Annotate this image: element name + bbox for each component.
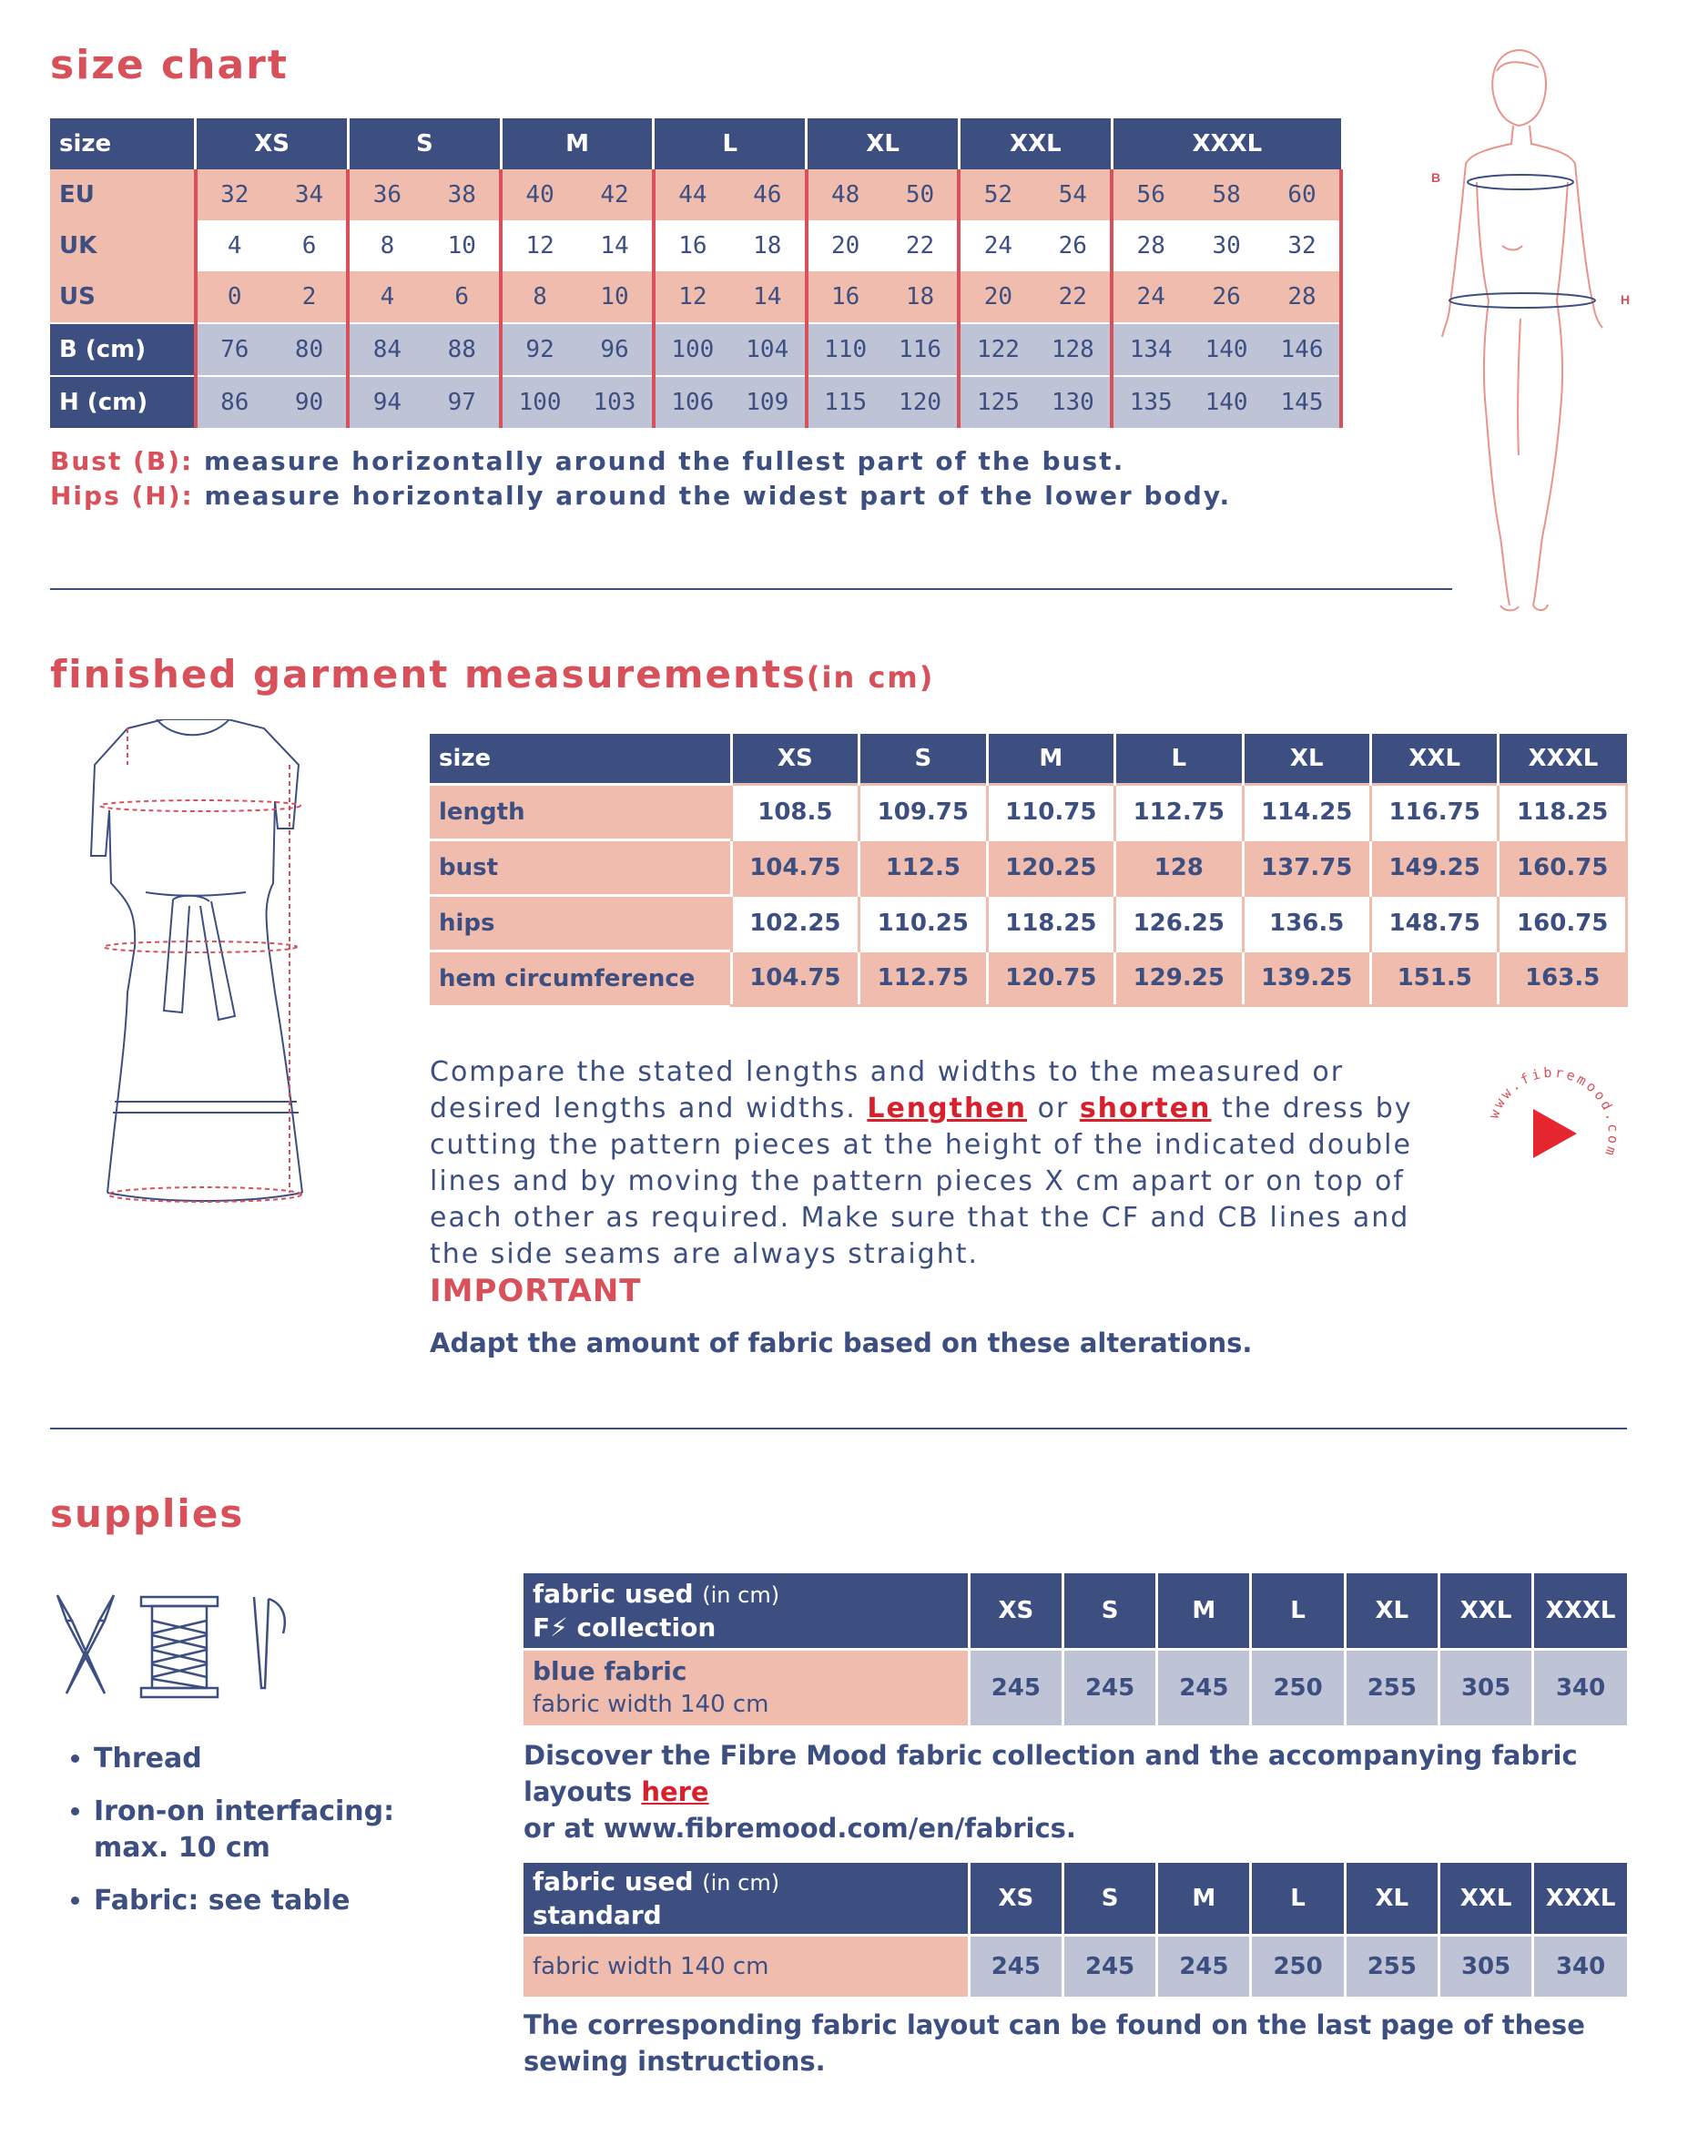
fabric2-value: 245 (969, 1936, 1062, 1998)
size-header: XS (969, 1573, 1062, 1650)
size-chart-table (50, 118, 1343, 428)
garment-title-unit: (in cm) (806, 660, 935, 695)
size-header: XL (1345, 1863, 1439, 1936)
garment-value: 110.25 (859, 896, 987, 951)
fabric-table-collection (524, 1573, 1627, 1725)
garment-value: 120.75 (987, 951, 1114, 1006)
garment-row-label: hips (430, 896, 731, 951)
shorten-link[interactable]: shorten (1079, 1093, 1212, 1124)
fabric-row-width: fabric width 140 cm (533, 1691, 769, 1718)
size-value: 88 (424, 323, 501, 376)
body-figure-illustration (1402, 27, 1648, 628)
size-value: 30 (1188, 220, 1265, 271)
size-row-label: B (cm) (50, 323, 196, 376)
size-value: 22 (1035, 271, 1112, 323)
supplies-list (50, 1741, 476, 1919)
alteration-text-1: Compare the stated lengths and widths to the measured or desired lengths and widths. (430, 1056, 1345, 1124)
alteration-paragraph (430, 1054, 1449, 1273)
size-value: 32 (196, 169, 272, 220)
garment-size-header: XS (731, 734, 859, 785)
lengthen-link[interactable]: Lengthen (867, 1093, 1028, 1124)
size-value: 86 (196, 376, 272, 428)
size-value: 97 (424, 376, 501, 428)
needle-icon (254, 1597, 285, 1688)
size-value: 0 (196, 271, 272, 323)
garment-title (50, 652, 934, 697)
size-value: 6 (272, 220, 349, 271)
size-header-label: size (50, 118, 196, 169)
size-chart-title: size chart (50, 42, 289, 88)
here-link[interactable]: here (641, 1776, 709, 1807)
size-value: 12 (654, 271, 730, 323)
size-header: XXXL (1112, 118, 1341, 169)
size-header: XS (196, 118, 349, 169)
size-value: 42 (577, 169, 654, 220)
size-value: 54 (1035, 169, 1112, 220)
play-icon (1533, 1109, 1577, 1158)
garment-size-header: S (859, 734, 987, 785)
size-header: S (348, 118, 501, 169)
fabric-table-header-unit: (in cm) (702, 1581, 780, 1608)
supplies-title: supplies (50, 1491, 245, 1536)
size-value: 122 (959, 323, 1035, 376)
size-value: 8 (501, 271, 577, 323)
size-value: 48 (807, 169, 883, 220)
size-value: 26 (1188, 271, 1265, 323)
hips-note-label: Hips (H): (50, 481, 194, 511)
garment-value: 120.25 (987, 840, 1114, 896)
garment-value: 160.75 (1499, 896, 1627, 951)
fabric-value: 245 (1157, 1650, 1251, 1726)
size-value: 110 (807, 323, 883, 376)
size-header: M (1157, 1863, 1251, 1936)
size-header: S (1062, 1863, 1156, 1936)
fabric-row-name: blue fabric (533, 1656, 687, 1686)
size-value: 22 (883, 220, 960, 271)
size-value: 109 (730, 376, 807, 428)
garment-value: 114.25 (1243, 785, 1370, 840)
garment-value: 108.5 (731, 785, 859, 840)
supply-item-interfacing: • Iron-on interfacing: max. 10 cm (94, 1794, 476, 1866)
size-header: XL (1345, 1573, 1439, 1650)
bust-note-label: Bust (B): (50, 446, 194, 476)
scissors-icon (57, 1595, 114, 1693)
size-value: 28 (1265, 271, 1341, 323)
size-value: 14 (730, 271, 807, 323)
size-value: 80 (272, 323, 349, 376)
size-header: XXL (959, 118, 1112, 169)
size-value: 36 (348, 169, 424, 220)
size-value: 2 (272, 271, 349, 323)
size-value: 24 (959, 220, 1035, 271)
fabric-value: 245 (969, 1650, 1062, 1726)
size-row-label: H (cm) (50, 376, 196, 428)
fabric2-value: 340 (1533, 1936, 1627, 1998)
fabric-collection-note (524, 1737, 1629, 1846)
size-value: 18 (730, 220, 807, 271)
size-value: 46 (730, 169, 807, 220)
fabric-table-standard (524, 1863, 1627, 1997)
garment-row-label: hem circumference (430, 951, 731, 1006)
fabric-collection-note-text: Discover the Fibre Mood fabric collection and the accompanying fabric layouts (524, 1740, 1578, 1807)
supply-item-thread: • Thread (94, 1741, 476, 1777)
fabric-value: 245 (1062, 1650, 1156, 1726)
fibremood-logo[interactable] (1475, 1056, 1630, 1211)
bust-note-text: measure horizontally around the fullest part of the bust. (193, 446, 1125, 476)
garment-value: 128 (1115, 840, 1243, 896)
fabric-value: 305 (1439, 1650, 1532, 1726)
fabric2-value: 245 (1157, 1936, 1251, 1998)
garment-size-header: L (1115, 734, 1243, 785)
fabric-row-label (524, 1650, 969, 1726)
size-value: 4 (348, 271, 424, 323)
size-value: 24 (1112, 271, 1188, 323)
size-value: 128 (1035, 323, 1112, 376)
garment-row-label: length (430, 785, 731, 840)
fabric-value: 340 (1533, 1650, 1627, 1726)
bust-note (50, 446, 1124, 476)
size-value: 56 (1112, 169, 1188, 220)
size-value: 14 (577, 220, 654, 271)
size-header: XXL (1439, 1863, 1532, 1936)
size-header: L (1251, 1573, 1345, 1650)
size-header: M (501, 118, 654, 169)
garment-size-header: XXL (1370, 734, 1498, 785)
size-header: S (1062, 1573, 1156, 1650)
size-value: 130 (1035, 376, 1112, 428)
garment-header-label: size (430, 734, 731, 785)
garment-value: 151.5 (1370, 951, 1498, 1006)
fabric-collection-note-end: or at www.fibremood.com/en/fabrics. (524, 1813, 1076, 1844)
fabric-table2-header-label: fabric used (533, 1866, 694, 1897)
size-value: 26 (1035, 220, 1112, 271)
fabric2-row-width: fabric width 140 cm (524, 1936, 969, 1998)
size-value: 58 (1188, 169, 1265, 220)
dress-illustration (73, 719, 346, 1211)
size-value: 115 (807, 376, 883, 428)
alteration-text-or: or (1027, 1093, 1080, 1124)
size-value: 84 (348, 323, 424, 376)
garment-value: 148.75 (1370, 896, 1498, 951)
size-row-label: EU (50, 169, 196, 220)
garment-row-label: bust (430, 840, 731, 896)
garment-value: 137.75 (1243, 840, 1370, 896)
size-value: 76 (196, 323, 272, 376)
size-value: 60 (1265, 169, 1341, 220)
garment-value: 104.75 (731, 840, 859, 896)
size-value: 106 (654, 376, 730, 428)
garment-value: 126.25 (1115, 896, 1243, 951)
size-value: 32 (1265, 220, 1341, 271)
garment-title-text: finished garment measurements (50, 652, 807, 697)
size-value: 104 (730, 323, 807, 376)
garment-value: 116.75 (1370, 785, 1498, 840)
size-value: 100 (654, 323, 730, 376)
size-row-label: US (50, 271, 196, 323)
size-value: 38 (424, 169, 501, 220)
size-value: 50 (883, 169, 960, 220)
figure-label-h: H (1621, 292, 1631, 307)
garment-measurements-table (430, 734, 1628, 1007)
fabric2-value: 305 (1439, 1936, 1532, 1998)
hips-note (50, 481, 1231, 511)
size-value: 140 (1188, 323, 1265, 376)
garment-value: 109.75 (859, 785, 987, 840)
garment-value: 110.75 (987, 785, 1114, 840)
size-value: 28 (1112, 220, 1188, 271)
size-value: 4 (196, 220, 272, 271)
logo-url-text: www.fibremood.com (1485, 1063, 1622, 1161)
garment-value: 139.25 (1243, 951, 1370, 1006)
size-header: XXL (1439, 1573, 1532, 1650)
size-header: XS (969, 1863, 1062, 1936)
size-value: 92 (501, 323, 577, 376)
garment-value: 160.75 (1499, 840, 1627, 896)
fabric-table-header-label: fabric used (533, 1578, 694, 1609)
fabric-value: 255 (1345, 1650, 1439, 1726)
garment-size-header: M (987, 734, 1114, 785)
size-value: 10 (577, 271, 654, 323)
fabric-layout-note: The corresponding fabric layout can be found on the last page of these sewing instructions. (524, 2009, 1585, 2077)
fabric-table2-header-unit: (in cm) (702, 1869, 780, 1896)
size-value: 125 (959, 376, 1035, 428)
size-value: 34 (272, 169, 349, 220)
important-text: Adapt the amount of fabric based on these alterations. (430, 1327, 1253, 1358)
size-value: 16 (807, 271, 883, 323)
garment-value: 136.5 (1243, 896, 1370, 951)
fabric-table2-header-standard: standard (533, 1899, 662, 1930)
size-value: 103 (577, 376, 654, 428)
garment-value: 118.25 (1499, 785, 1627, 840)
size-value: 140 (1188, 376, 1265, 428)
size-header: M (1157, 1573, 1251, 1650)
size-value: 100 (501, 376, 577, 428)
size-value: 40 (501, 169, 577, 220)
garment-value: 149.25 (1370, 840, 1498, 896)
garment-value: 129.25 (1115, 951, 1243, 1006)
size-value: 20 (959, 271, 1035, 323)
important-title: IMPORTANT (430, 1273, 642, 1309)
size-value: 52 (959, 169, 1035, 220)
garment-size-header: XL (1243, 734, 1370, 785)
garment-value: 112.5 (859, 840, 987, 896)
size-value: 18 (883, 271, 960, 323)
garment-value: 112.75 (1115, 785, 1243, 840)
fabric-value: 250 (1251, 1650, 1345, 1726)
size-value: 116 (883, 323, 960, 376)
size-value: 10 (424, 220, 501, 271)
size-value: 12 (501, 220, 577, 271)
size-value: 146 (1265, 323, 1341, 376)
size-value: 94 (348, 376, 424, 428)
size-value: 135 (1112, 376, 1188, 428)
size-row-label: UK (50, 220, 196, 271)
size-header: L (654, 118, 807, 169)
size-value: 145 (1265, 376, 1341, 428)
thread-spool-icon (141, 1597, 218, 1697)
size-value: 120 (883, 376, 960, 428)
size-value: 16 (654, 220, 730, 271)
figure-label-b: B (1431, 170, 1441, 185)
alteration-text-2: the dress by cutting the pattern pieces at the height of the indicated double lines and by moving the pattern pieces X cm apart or on top of each other as required. Make sure that the CF and CB lines and the side seams are always straight. (430, 1093, 1413, 1270)
size-value: 96 (577, 323, 654, 376)
garment-value: 112.75 (859, 951, 987, 1006)
size-header: XXXL (1533, 1863, 1627, 1936)
divider-2 (50, 1428, 1627, 1429)
supply-item-fabric: • Fabric: see table (94, 1883, 476, 1919)
fabric-table-header (524, 1573, 969, 1650)
fabric2-value: 255 (1345, 1936, 1439, 1998)
garment-value: 118.25 (987, 896, 1114, 951)
size-value: 8 (348, 220, 424, 271)
size-value: 6 (424, 271, 501, 323)
size-value: 90 (272, 376, 349, 428)
fabric2-value: 245 (1062, 1936, 1156, 1998)
fabric2-value: 250 (1251, 1936, 1345, 1998)
garment-value: 163.5 (1499, 951, 1627, 1006)
size-value: 20 (807, 220, 883, 271)
size-header: XL (807, 118, 960, 169)
fabric-table2-header (524, 1863, 969, 1936)
divider-1 (50, 588, 1452, 590)
hips-note-text: measure horizontally around the widest part of the lower body. (193, 481, 1232, 511)
size-value: 44 (654, 169, 730, 220)
garment-size-header: XXXL (1499, 734, 1627, 785)
garment-value: 104.75 (731, 951, 859, 1006)
garment-value: 102.25 (731, 896, 859, 951)
size-value: 134 (1112, 323, 1188, 376)
size-header: XXXL (1533, 1573, 1627, 1650)
size-header: L (1251, 1863, 1345, 1936)
supplies-icons (50, 1593, 305, 1701)
fabric-table-header-collection: F⚡ collection (533, 1612, 717, 1642)
